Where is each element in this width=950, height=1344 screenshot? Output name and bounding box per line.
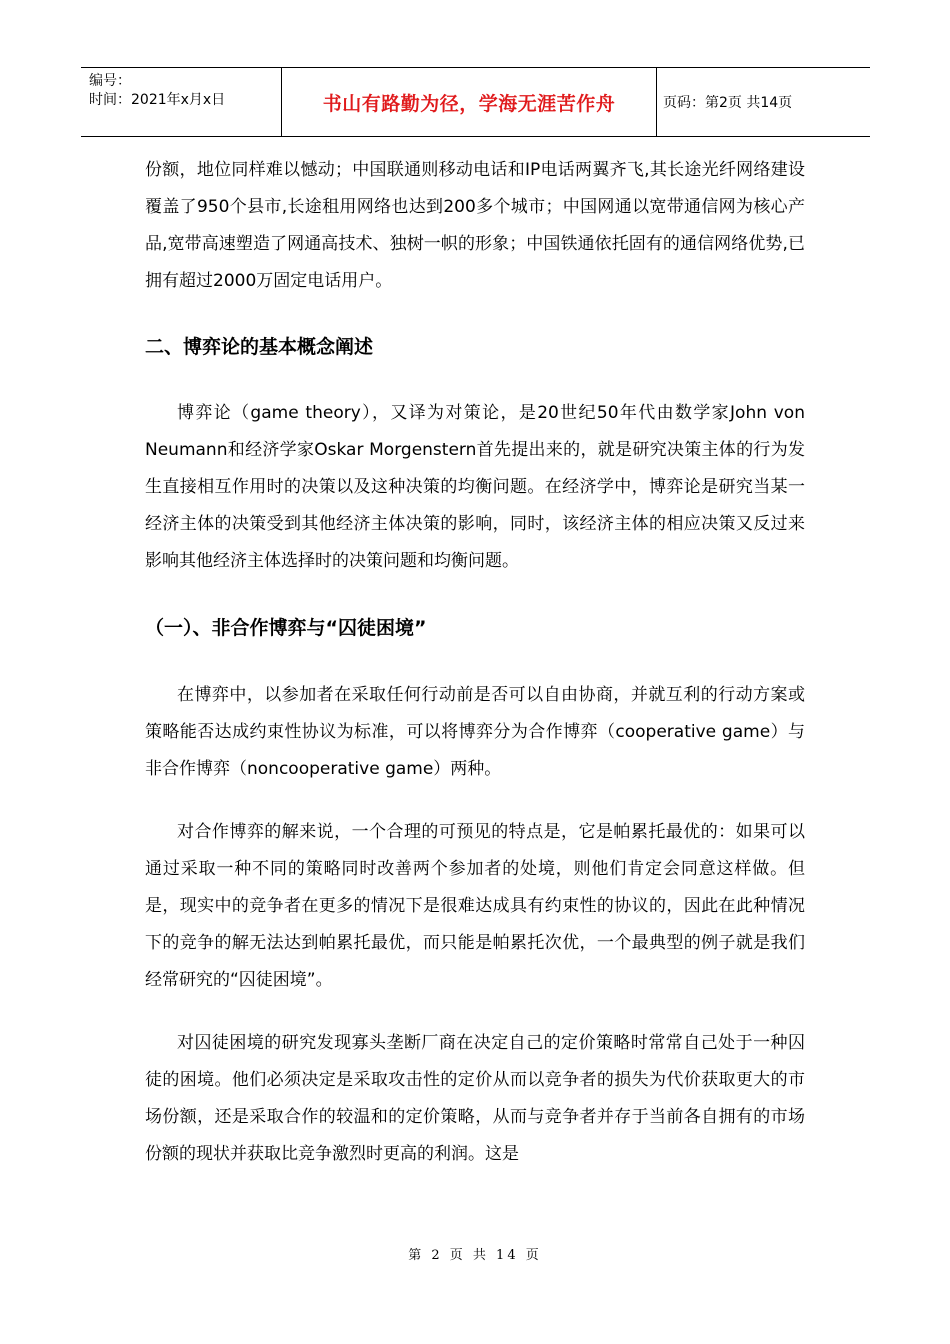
paragraph-5: 对囚徒困境的研究发现寡头垄断厂商在决定自己的定价策略时常常自己处于一种囚徒的困境。他们必须决定是采取攻击性的定价从而以竞争者的损失为代价获取更大的市场份额，还是采取合作的较温和的定价策略，从而与竞争者并存于当前各自拥有的市场份额的现状并获取比竞争激烈时更高的利润。这是 [145, 1033, 805, 1164]
page-header [81, 67, 870, 137]
paragraph-3: 在博弈中，以参加者在采取任何行动前是否可以自由协商，并就互利的行动方案或策略能否达成约束性协议为标准，可以将博弈分为合作博弈（cooperative game）与非合作博弈（noncooperative game）两种。 [145, 685, 805, 779]
header-page-label: 页码：第2页 共14页 [663, 95, 793, 111]
document-body [145, 152, 805, 1173]
section-heading: 二、博弈论的基本概念阐述 [145, 336, 374, 358]
paragraph-4: 对合作博弈的解来说，一个合理的可预见的特点是，它是帕累托最优的：如果可以通过采取一种不同的策略同时改善两个参加者的处境，则他们肯定会同意这样做。但是，现实中的竞争者在更多的情况下是很难达成具有约束性的协议的，因此在此种情况下的竞争的解无法达到帕累托最优，而只能是帕累托次优，一个最典型的例子就是我们经常研究的“囚徒困境”。 [145, 822, 805, 990]
page-footer: 第 2 页 共 14 页 [408, 1248, 542, 1263]
header-meta [81, 68, 281, 136]
paragraph-2: 博弈论（game theory），又译为对策论，是20世纪50年代由数学家John von Neumann和经济学家Oskar Morgenstern首先提出来的，就是研究决策主体的行为发生直接相互作用时的决策以及这种决策的均衡问题。在经济学中，博弈论是研究当某一经济主体的决策受到其他经济主体决策的影响，同时，该经济主体的相应决策又反过来影响其他经济主体选择时的决策问题和均衡问题。 [145, 403, 805, 571]
subsection-heading: （一）、非合作博弈与“囚徒困境” [145, 617, 427, 639]
doc-number-label: 编号： [89, 73, 131, 89]
header-motto: 书山有路勤为径，学海无涯苦作舟 [281, 68, 657, 136]
paragraph-1: 份额，地位同样难以憾动；中国联通则移动电话和IP电话两翼齐飞,其长途光纤网络建设覆盖了950个县市,长途租用网络也达到200多个城市；中国网通以宽带通信网为核心产品,宽带高速塑造了网通高技术、独树一帜的形象；中国铁通依托固有的通信网络优势,已拥有超过2000万固定电话用户。 [145, 160, 805, 291]
doc-time-label: 时间：2021年x月x日 [89, 92, 226, 108]
